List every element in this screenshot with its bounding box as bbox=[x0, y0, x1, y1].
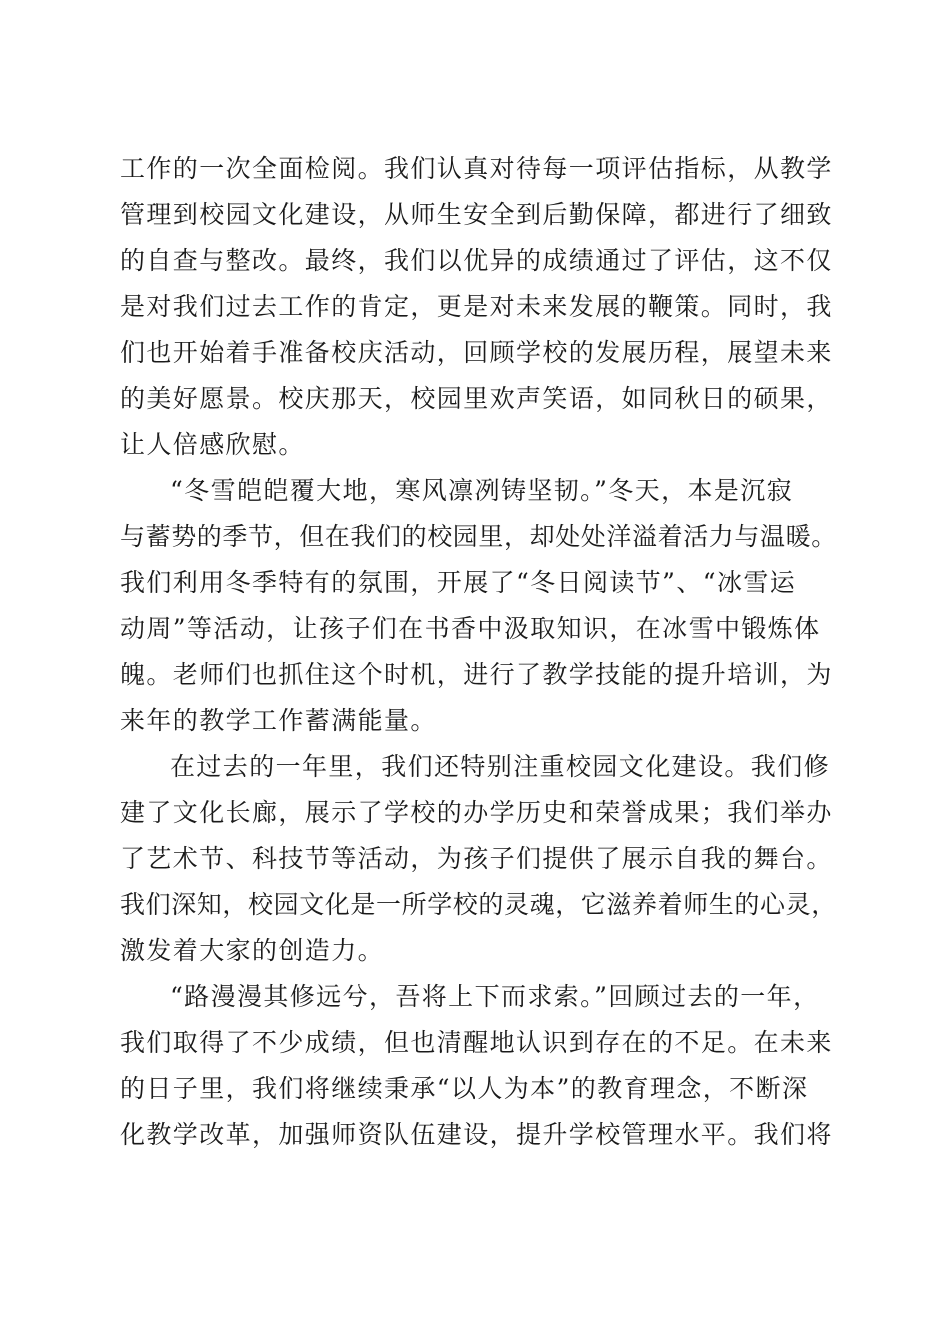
text-line: 的自查与整改。最终，我们以优异的成绩通过了评估，这不仅 bbox=[120, 246, 833, 275]
text-line: 与蓄势的季节，但在我们的校园里，却处处洋溢着活力与温暖。 bbox=[120, 522, 837, 551]
text-line: 让人倍感欣慰。 bbox=[120, 430, 305, 459]
text-line: 的日子里，我们将继续秉承“以人为本”的教育理念，不断深 bbox=[120, 1074, 809, 1103]
text-line: “冬雪皑皑覆大地，寒风凛冽铸坚韧。”冬天，本是沉寂 bbox=[170, 476, 794, 505]
text-line: 化教学改革，加强师资队伍建设，提升学校管理水平。我们将 bbox=[120, 1120, 833, 1149]
text-line: “路漫漫其修远兮，吾将上下而求索。”回顾过去的一年， bbox=[170, 982, 820, 1011]
text-line: 我们深知，校园文化是一所学校的灵魂，它滋养着师生的心灵， bbox=[120, 890, 837, 919]
text-line: 我们取得了不少成绩，但也清醒地认识到存在的不足。在未来 bbox=[120, 1028, 833, 1057]
text-line: 们也开始着手准备校庆活动，回顾学校的发展历程，展望未来 bbox=[120, 338, 833, 367]
text-line: 我们利用冬季特有的氛围，开展了“冬日阅读节”、“冰雪运 bbox=[120, 568, 797, 597]
text-line: 了艺术节、科技节等活动，为孩子们提供了展示自我的舞台。 bbox=[120, 844, 833, 873]
text-line: 来年的教学工作蓄满能量。 bbox=[120, 706, 437, 735]
text-line: 建了文化长廊，展示了学校的办学历史和荣誉成果；我们举办 bbox=[120, 798, 833, 827]
text-line: 是对我们过去工作的肯定，更是对未来发展的鞭策。同时，我 bbox=[120, 292, 833, 321]
text-line: 动周”等活动，让孩子们在书香中汲取知识，在冰雪中锻炼体 bbox=[120, 614, 821, 643]
text-line: 激发着大家的创造力。 bbox=[120, 936, 385, 965]
text-line: 管理到校园文化建设，从师生安全到后勤保障，都进行了细致 bbox=[120, 200, 833, 229]
text-line: 魄。老师们也抓住这个时机，进行了教学技能的提升培训，为 bbox=[120, 660, 833, 689]
body-text bbox=[120, 146, 840, 1158]
text-line: 的美好愿景。校庆那天，校园里欢声笑语，如同秋日的硕果， bbox=[120, 384, 833, 413]
text-line: 工作的一次全面检阅。我们认真对待每一项评估指标，从教学 bbox=[120, 154, 833, 183]
text-line: 在过去的一年里，我们还特别注重校园文化建设。我们修 bbox=[170, 752, 831, 781]
